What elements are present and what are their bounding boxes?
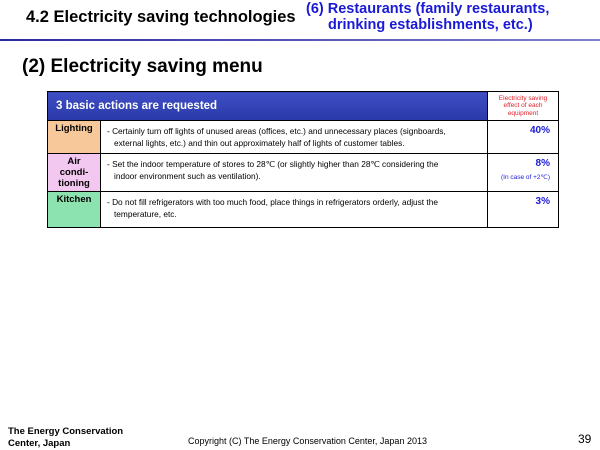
table-header-row (48, 92, 559, 121)
row-label-lighting: Lighting (48, 121, 101, 154)
footer-copyright: Copyright (C) The Energy Conservation Center, Japan 2013 (188, 436, 427, 446)
footer-org-line1: The Energy Conservation (8, 426, 124, 437)
header-subtitle-line1: (6) Restaurants (family restaurants, (306, 1, 550, 17)
description-line: - Set the indoor temperature of stores to 28℃ (or slightly higher than 28℃ considering the (107, 159, 439, 169)
row-description (101, 154, 488, 192)
label-line: Air (67, 156, 81, 167)
page-title: (2) Electricity saving menu (22, 56, 263, 77)
saving-value: 40% (529, 125, 550, 136)
description-line: external lights, etc.) and thin out approximately half of lights of customer tables. (114, 138, 405, 148)
table-row (48, 121, 559, 154)
header-divider (0, 39, 600, 41)
row-value (488, 154, 559, 192)
saving-value: 3% (535, 196, 550, 207)
table-header-label: 3 basic actions are requested (48, 92, 488, 121)
row-description (101, 192, 488, 228)
table-row (48, 154, 559, 192)
row-value (488, 192, 559, 228)
electricity-saving-table (47, 91, 559, 228)
effect-column-header: Electricity saving effect of each equipment (488, 92, 559, 121)
saving-value: 8% (535, 158, 550, 169)
label-line: tioning (58, 178, 90, 189)
table-row (48, 192, 559, 228)
row-value (488, 121, 559, 154)
header-title: 4.2 Electricity saving technologies (26, 8, 296, 26)
footer-organization (8, 426, 148, 449)
row-label-kitchen: Kitchen (48, 192, 101, 228)
description-line: indoor environment such as ventilation). (114, 171, 261, 181)
page-number: 39 (578, 432, 592, 446)
header-subtitle-line2: drinking establishments, etc.) (328, 17, 533, 33)
description-line: temperature, etc. (114, 209, 177, 219)
label-line: condi- (59, 167, 89, 178)
footer-org-line2: Center, Japan (8, 437, 71, 449)
description-line: - Do not fill refrigerators with too much food, place things in refrigerators orderly, adjust the (107, 197, 438, 207)
saving-note: (In case of +2℃) (500, 174, 550, 181)
row-label-air-conditioning (48, 154, 101, 192)
header-subtitle (306, 1, 576, 33)
description-line: - Certainly turn off lights of unused areas (offices, etc.) and unnecessary places (signboards, (107, 126, 446, 136)
row-description (101, 121, 488, 154)
